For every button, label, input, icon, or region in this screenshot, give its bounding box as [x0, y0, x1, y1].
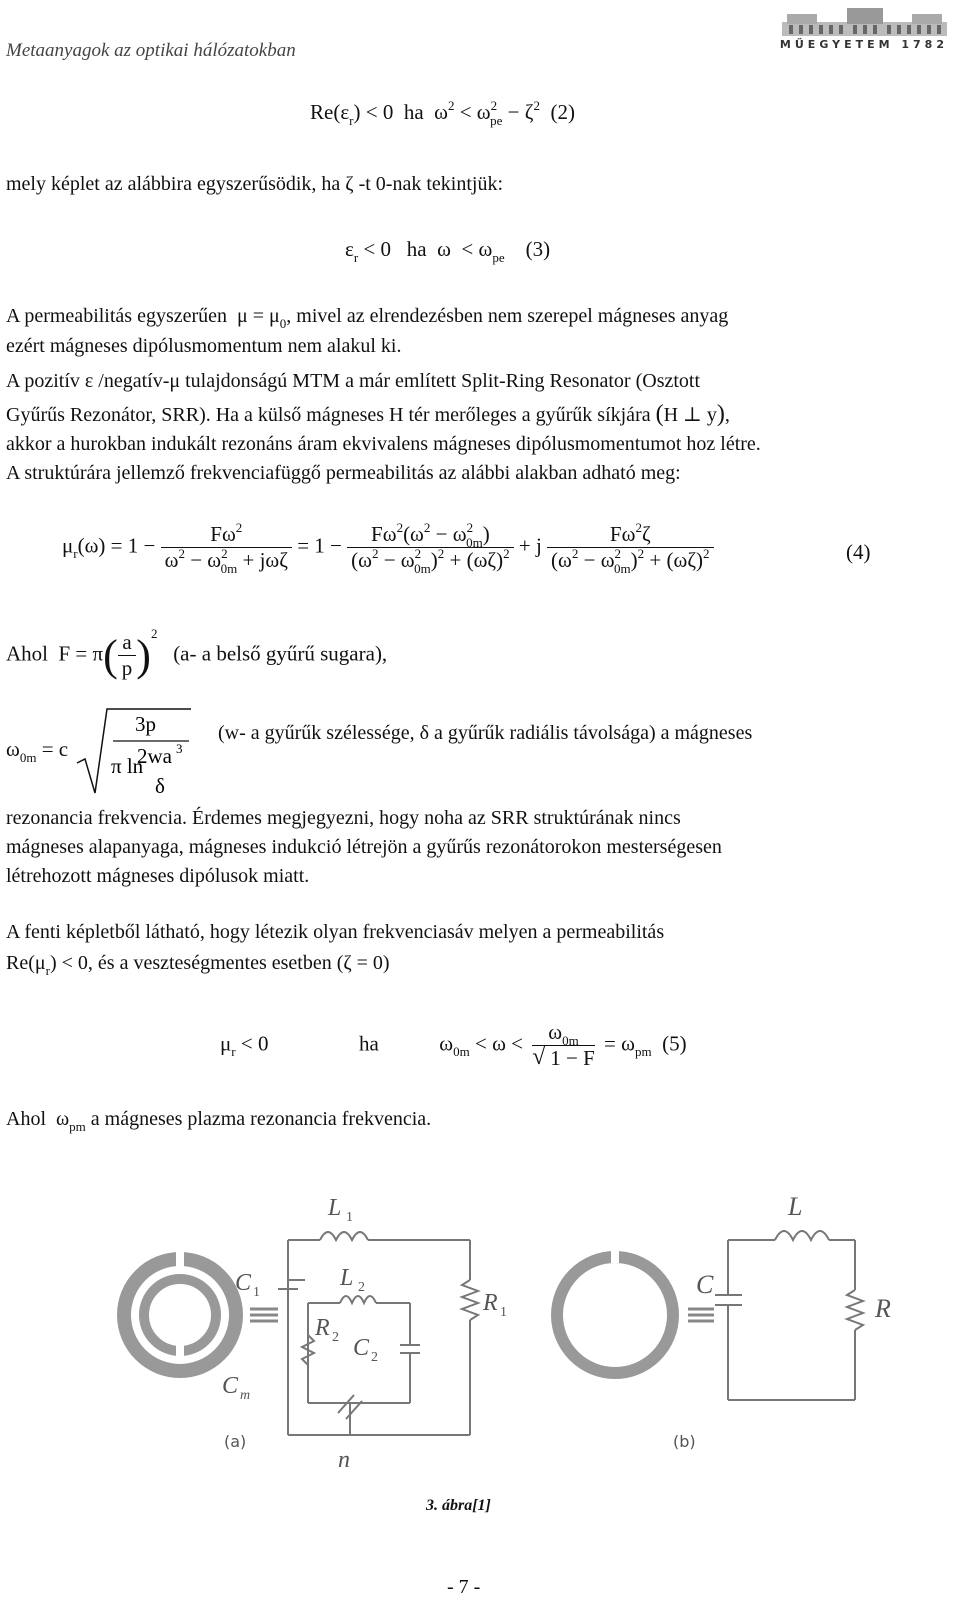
equation-2: $Re(\varepsilon_r) < 0$ ha $\omega^2 < \omega^2_{pe} - \zeta^2$ (2): [310, 98, 575, 128]
label-Cm: C: [222, 1373, 239, 1399]
paragraph-2: A permeabilitás egyszerűen $\mu = \mu_0$, mivel az elrendezésben nem szerepel mágneses anyag ezért mágneses dipólusmomentum nem alakul ki.: [6, 305, 729, 357]
label-C2: C: [353, 1335, 370, 1361]
eq4-fraction-3: $\frac{F\omega^2\zeta}{(\omega^2 - \omega^2_{0m})^2 + (\omega\zeta)^2}$: [547, 522, 713, 573]
label-Cm-sub: m: [240, 1388, 251, 1403]
panel-b-label: (b): [673, 1432, 696, 1451]
svg-text:3p: 3p: [135, 712, 157, 736]
equivalent-sign-a: [250, 1309, 278, 1321]
paragraph-2-part1: A permeabilitás egyszerűen: [6, 305, 228, 327]
paragraph-5: A fenti képletből látható, hogy létezik olyan frekvenciasáv melyen a permeabilitás $Re(\mu_r) < 0$, és a veszteségmentes esetben (ζ = 0): [6, 918, 930, 979]
label-L2: L: [340, 1265, 354, 1291]
label-L: L: [788, 1192, 803, 1221]
circuit-a: [278, 1232, 478, 1435]
label-C2-sub: 2: [371, 1350, 378, 1365]
equation-5-label: (5): [662, 1031, 687, 1056]
paragraph-2-line2: ezért mágneses dipólusmomentum nem alakul ki.: [6, 335, 402, 357]
label-L1: L: [328, 1195, 342, 1221]
svg-text:3: 3: [176, 741, 183, 756]
paragraph-5-line2: , és a veszteségmentes esetben: [87, 952, 332, 974]
sqrt-sign: [73, 705, 193, 797]
label-C1-sub: 1: [253, 1285, 260, 1300]
eq4-fraction-1: $\frac{F\omega^2}{\omega^2 - \omega^2_{0m} + j\omega\zeta}$: [161, 522, 292, 573]
running-title: Metaanyagok az optikai hálózatokban: [6, 40, 296, 61]
svg-text:δ: δ: [155, 774, 166, 797]
logo-text: MŰEGYETEM 1782: [779, 38, 948, 51]
paragraph-4: [6, 804, 930, 891]
paragraph-4-line2: mágneses alapanyaga, mágneses indukció létrejön a gyűrűs rezonátorokon mesterségesen: [6, 836, 722, 858]
paragraph-6: Ahol $\omega_{pm}$ a mágneses plazma rezonancia frekvencia.: [6, 1108, 432, 1134]
equation-4: $\mu_r(\omega) = 1$ − $\frac{F\omega^2}{\omega^2 - \omega^2_{0m} + j\omega\zeta}$ = 1 − $\frac{F\omega^2(\omega^2 - \omega^2_{0m})}{(\omega^2 - \omega^2_{0m})^2 + (\omega\zeta)^2}$ + j $\frac{F\omega^2\zeta}{(\omega^2 - \omega^2_{0m})^2 + (\omega\zeta)^2}$: [62, 522, 714, 573]
paragraph-6-text: a mágneses plazma rezonancia frekvencia.: [90, 1108, 432, 1130]
paragraph-3: A pozitív ε /negatív-μ tulajdonságú MTM a már említett Split-Ring Resonator (Osztott Gyűrűs Rezonátor, SRR). Ha a külső mágneses H tér merőleges a gyűrűk síkjára (H ⊥ y), akkor a hurokban indukált rezonáns áram ekvivalens mágneses dipólusmomentumot hoz létre. A struktúrára jellemző frekvenciafüggő permeabilitás az alábbi alakban adható meg:: [6, 367, 930, 488]
circuit-b: [715, 1231, 863, 1400]
label-R2-sub: 2: [332, 1330, 339, 1345]
label-C: C: [696, 1270, 714, 1299]
paragraph-4-line3: létrehozott mágneses dipólusok miatt.: [6, 865, 310, 887]
paragraph-3-comma: ,: [724, 404, 730, 426]
label-R: R: [875, 1294, 891, 1323]
definition-omega0m-text: (w- a gyűrűk szélessége, δ a gyűrűk radiális távolsága) a mágneses: [218, 722, 753, 744]
paragraph-2-part2: , mivel az elrendezésben nem szerepel mágneses anyag: [286, 305, 729, 327]
definition-F: Ahol F = π( $\frac{a}{p}$ )$^2$ (a- a belső gyűrű sugara),: [6, 626, 388, 680]
label-n: n: [338, 1447, 350, 1473]
figure-caption: 3. ábra[1]: [426, 1497, 491, 1514]
equation-3-label: (3): [525, 237, 551, 261]
single-ring-diagram: [557, 1251, 673, 1373]
ahol-label-2: Ahol: [6, 1108, 46, 1130]
label-L1-sub: 1: [346, 1210, 353, 1225]
label-R1: R: [483, 1290, 498, 1316]
eq4-fraction-2: $\frac{F\omega^2(\omega^2 - \omega^2_{0m})}{(\omega^2 - \omega^2_{0m})^2 + (\omega\zeta)^2}$: [347, 522, 513, 573]
paragraph-3-line1: A pozitív ε /negatív-μ tulajdonságú MTM a már említett Split-Ring Resonator (Osztott: [6, 370, 701, 392]
page-number: - 7 -: [447, 1576, 481, 1598]
label-L2-sub: 2: [358, 1280, 365, 1295]
definition-F-text: (a- a belső gyűrű sugara),: [173, 641, 388, 666]
svg-text:2wa: 2wa: [137, 744, 173, 768]
equation-2-label: (2): [550, 100, 575, 124]
svg-text:π ln: π ln: [111, 754, 144, 778]
equivalent-sign-b: [688, 1309, 714, 1321]
paragraph-3-line2: Gyűrűs Rezonátor, SRR). Ha a külső mágneses H tér merőleges a gyűrűk síkjára: [6, 404, 651, 426]
label-R1-sub: 1: [500, 1305, 507, 1320]
equation-5: $\mu_r < 0$ ha $\omega_{0m} < \omega$ < $\omega_{0m}$ √ 1 − F = $\omega_{pm}$ (5): [220, 1020, 687, 1070]
equation-4-label: (4): [846, 540, 871, 564]
paragraph-1: mely képlet az alábbira egyszerűsödik, ha ζ -t 0-nak tekintjük:: [6, 173, 504, 195]
split-ring-diagram: [124, 1245, 236, 1371]
label-C1: C: [235, 1270, 252, 1296]
paragraph-3-line4: A struktúrára jellemző frekvenciafüggő permeabilitás az alábbi alakban adható meg:: [6, 462, 681, 484]
paragraph-4-line1: rezonancia frekvencia. Érdemes megjegyezni, hogy noha az SRR struktúrának nincs: [6, 807, 681, 829]
equation-3: $\varepsilon_r < 0$ ha $\omega < \omega_{pe}$ (3): [345, 237, 551, 265]
paragraph-5-line1: A fenti képletből látható, hogy létezik olyan frekvenciasáv melyen a permeabilitás: [6, 921, 665, 943]
definition-omega0m: $\omega_{0m} = c$ 3p 2wa 3 π ln δ: [6, 705, 193, 797]
paragraph-3-line3: akkor a hurokban indukált rezonáns áram ekvivalens mágneses dipólusmomentumot hoz létre.: [6, 433, 761, 455]
panel-a-label: (a): [224, 1432, 247, 1451]
ahol-label-1: Ahol: [6, 641, 48, 666]
equation-5-ha: ha: [358, 1031, 379, 1056]
label-R2: R: [315, 1315, 330, 1341]
